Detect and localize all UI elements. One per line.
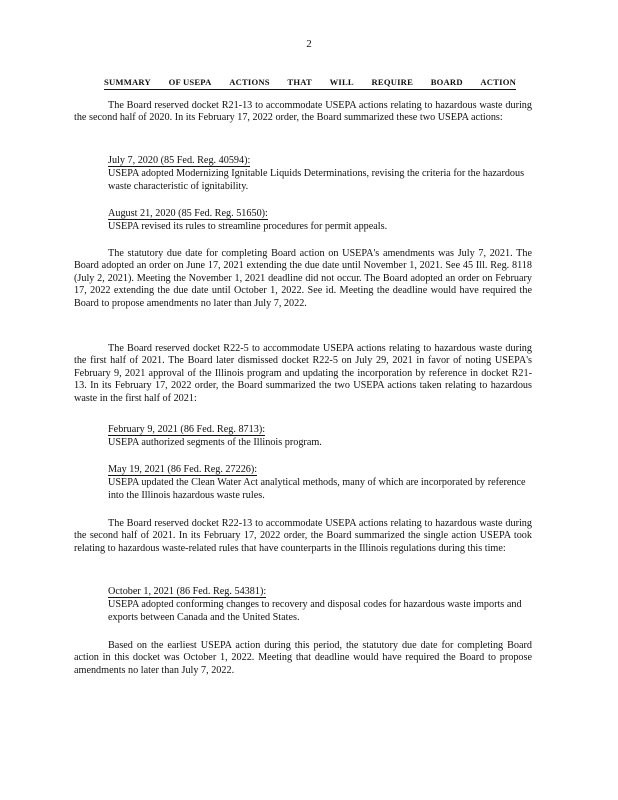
entry-description: USEPA authorized segments of the Illinois program. — [108, 437, 322, 449]
paragraph-text: The Board reserved docket R21-13 to accommodate USEPA actions relating to hazardous waste during the second half of 2020. In its February 17, 2022 order, the Board summarized these two USEPA actions: — [74, 100, 532, 124]
entry-description: USEPA adopted Modernizing Ignitable Liquids Determinations, revising the criteria for the hazardous waste characteristic of ignitability. — [108, 168, 525, 192]
heading-word: THAT — [287, 77, 312, 87]
paragraph-text: The statutory due date for completing Board action on USEPA's amendments was July 7, 2021. The Board adopted an order on June 17, 2021 extending the due date until November 1, 2021. See 45 Ill. Reg. 8118 (July 2, 2021). Meeting the November 1, 2021 deadline did not occur. The Board adopted an order on February 17, 2022 extending the due date until October 1, 2022. See id. Meeting the deadline would have required the Board to propose amendments no later than July 7, 2022. — [74, 248, 532, 309]
heading-word: ACTIONS — [229, 77, 270, 87]
entry-citation: October 1, 2021 (86 Fed. Reg. 54381): — [108, 586, 267, 597]
heading-word: ACTION — [480, 77, 516, 87]
heading-word: SUMMARY — [104, 77, 151, 87]
section-heading — [104, 76, 516, 90]
paragraph-text: The Board reserved docket R22-5 to accommodate USEPA actions relating to hazardous waste during the first half of 2021. The Board later dismissed docket R22-5 on July 29, 2021 in favor of noting USEPA's February 9, 2021 approval of the Illinois program and updating the incorporation by reference in docket R21-13. In its February 17, 2022 order, the Board summarized the two USEPA actions taken relating to hazardous waste in the first half of 2021: — [74, 343, 532, 404]
entry-august-2020 — [108, 208, 532, 234]
entry-february-2021 — [108, 424, 532, 450]
paragraph-statutory-due-date — [74, 248, 532, 310]
entry-may-2021 — [108, 464, 532, 502]
heading-word: OF USEPA — [168, 77, 212, 87]
paragraph-r22-5 — [74, 343, 532, 405]
heading-word: BOARD — [430, 77, 463, 87]
paragraph-r21-13 — [74, 100, 532, 125]
entry-citation: July 7, 2020 (85 Fed. Reg. 40594): — [108, 155, 251, 166]
entry-description: USEPA updated the Clean Water Act analytical methods, many of which are incorporated by reference into the Illinois hazardous waste rules. — [108, 477, 526, 501]
entry-citation: February 9, 2021 (86 Fed. Reg. 8713): — [108, 424, 266, 435]
entry-description: USEPA adopted conforming changes to recovery and disposal codes for hazardous waste imports and exports between Canada and the United States. — [108, 599, 522, 623]
entry-citation: August 21, 2020 (85 Fed. Reg. 51650): — [108, 208, 268, 219]
paragraph-r22-13 — [74, 518, 532, 555]
entry-october-2021 — [108, 586, 532, 624]
entry-description: USEPA revised its rules to streamline procedures for permit appeals. — [108, 221, 388, 233]
entry-citation: May 19, 2021 (86 Fed. Reg. 27226): — [108, 464, 258, 475]
heading-word: WILL — [329, 77, 354, 87]
entry-july-2020 — [108, 155, 532, 193]
paragraph-text: The Board reserved docket R22-13 to accommodate USEPA actions relating to hazardous waste during the second half of 2021. In its February 17, 2022 order, the Board summarized the single action USEPA took relating to hazardous waste-related rules that have counterparts in the Illinois regulations during this time: — [74, 518, 532, 554]
heading-word: REQUIRE — [371, 77, 414, 87]
paragraph-earliest-action — [74, 640, 532, 677]
paragraph-text: Based on the earliest USEPA action during this period, the statutory due date for completing Board action in this docket was October 1, 2022. Meeting that deadline would have required the Board to propose amendments no later than July 7, 2022. — [74, 640, 532, 676]
page-number: 2 — [306, 38, 312, 50]
